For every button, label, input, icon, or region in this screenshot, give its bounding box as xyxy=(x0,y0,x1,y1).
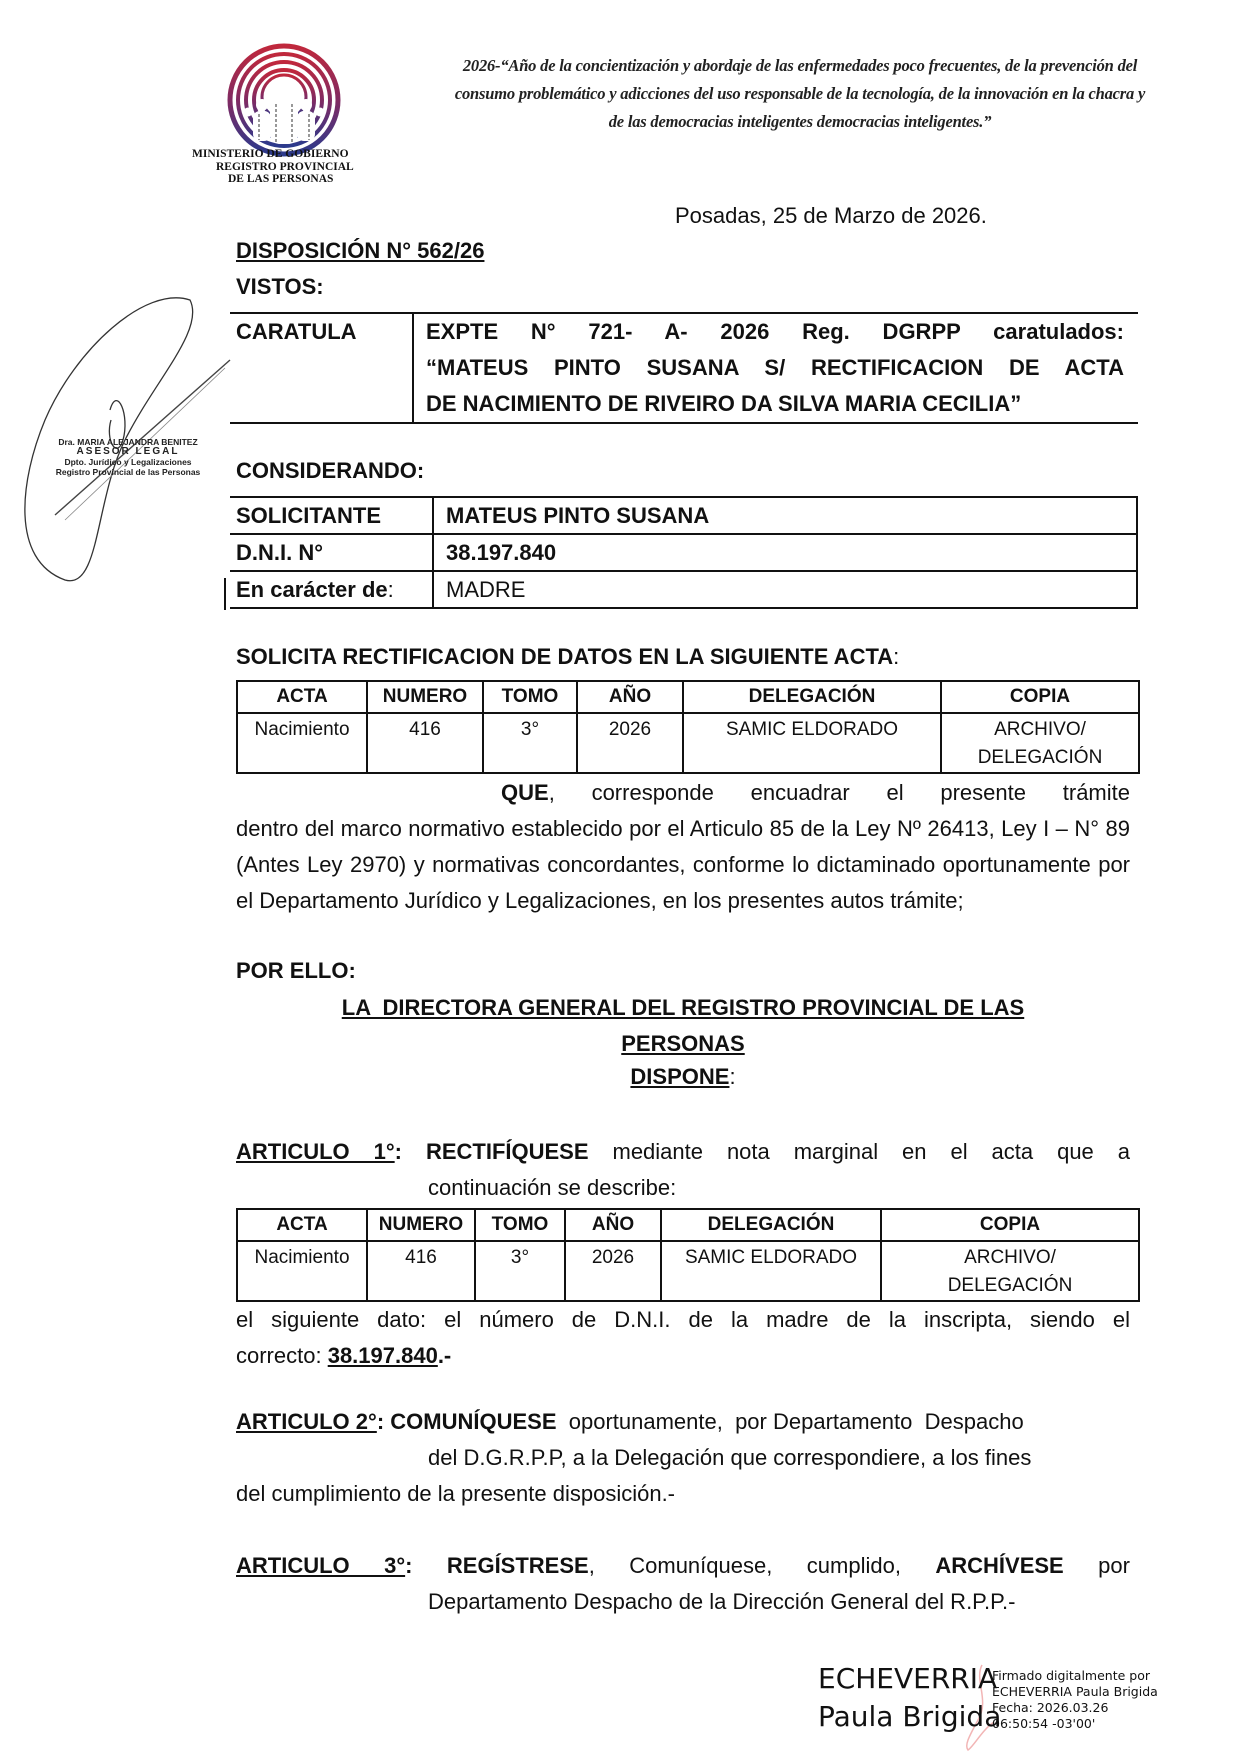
relationship-label xyxy=(230,571,433,608)
article-3-line xyxy=(236,1548,1130,1584)
cell-anio: 2026 xyxy=(577,713,683,773)
article-1-line xyxy=(236,1338,1130,1374)
article-2 xyxy=(236,1404,1130,1512)
registry-logo xyxy=(226,42,342,158)
table-header-row xyxy=(237,681,1139,713)
correct-label: correcto: xyxy=(236,1343,328,1368)
cell-anio: 2026 xyxy=(565,1241,661,1301)
legal-advisor-stamp xyxy=(38,437,218,477)
stamp-line: ASESOR LEGAL xyxy=(76,446,180,457)
por-ello-heading: POR ELLO: xyxy=(236,958,356,983)
copia-line: ARCHIVO/ xyxy=(994,719,1086,740)
motto-line: de las democracias inteligentes democracias inteligentes.” xyxy=(608,112,992,131)
que-keyword: QUE xyxy=(501,780,549,805)
signature-info-line: 06:50:54 -03'00' xyxy=(992,1716,1096,1731)
signer-name-line: Paula Brigida xyxy=(818,1700,1002,1733)
relationship-label-colon: : xyxy=(387,576,394,602)
col-acta: ACTA xyxy=(237,681,367,713)
article-2-colon: : xyxy=(376,1409,385,1434)
article-3 xyxy=(236,1548,1130,1620)
article-2-line xyxy=(236,1404,1130,1440)
article-1-line: el siguiente dato: el número de D.N.I. de la madre de la inscripta, siendo el xyxy=(236,1307,1130,1332)
birth-record-table xyxy=(236,680,1140,774)
applicant-value: MATEUS PINTO SUSANA xyxy=(433,497,1137,534)
copia-line: DELEGACIÓN xyxy=(947,1275,1073,1296)
disposition-number: DISPOSICIÓN N° 562/26 xyxy=(236,238,485,263)
table-row xyxy=(237,713,1139,773)
ministry-line: MINISTERIO DE GOBIERNO xyxy=(192,148,349,160)
signer-name-line: ECHEVERRIA xyxy=(818,1662,998,1695)
cell-delegacion: SAMIC ELDORADO xyxy=(661,1241,881,1301)
que-body: dentro del marco normativo establecido por el Articulo 85 de la Ley Nº 26413, Ley I – N° 89 (Antes Ley 2970) y normativas concordantes, conforme lo dictaminado oportunamente por el Departamento Jurídico y Legalizaciones, en los presentes autos trámite; xyxy=(236,816,1130,913)
dispone-colon: : xyxy=(729,1064,736,1089)
stamp-line: Registro Provincial de las Personas xyxy=(55,467,201,477)
relationship-value: MADRE xyxy=(446,576,526,602)
caratula-line: DE NACIMIENTO DE RIVEIRO DA SILVA MARIA CECILIA” xyxy=(426,391,1022,416)
signer-name xyxy=(818,1660,1001,1736)
caratula-line: EXPTE N° 721- A- 2026 Reg. DGRPP caratulados: xyxy=(426,319,1124,344)
article-3-verb-archive: ARCHÍVESE xyxy=(935,1553,1064,1578)
motto-line: 2026-“Año de la concientización y abordaje de las enfermedades poco frecuentes, de la prevención del xyxy=(462,56,1138,75)
dispone-heading xyxy=(236,1064,1130,1090)
caratula-line: “MATEUS PINTO SUSANA S/ RECTIFICACION DE ACTA xyxy=(426,355,1124,380)
motto-line: consumo problemático y adicciones del uso responsable de la tecnología, de la innovación en la chacra y xyxy=(454,84,1146,103)
birth-record-table-2 xyxy=(236,1208,1140,1302)
col-copia: COPIA xyxy=(881,1209,1139,1241)
col-copia: COPIA xyxy=(941,681,1139,713)
correct-suffix: .- xyxy=(437,1343,452,1368)
article-2-line: del D.G.R.P.P, a la Delegación que correspondiere, a los fines xyxy=(428,1445,1032,1470)
table-row xyxy=(237,1241,1139,1301)
relationship-label-text: En carácter de xyxy=(236,576,388,602)
copia-line: ARCHIVO/ xyxy=(964,1247,1056,1268)
col-anio: AÑO xyxy=(577,681,683,713)
stamp-line: Dpto. Jurídico y Legalizaciones xyxy=(64,457,192,467)
cell-copia xyxy=(881,1241,1139,1301)
table-row xyxy=(230,534,1137,571)
applicant-label: SOLICITANTE xyxy=(230,497,433,534)
vistos-heading: VISTOS: xyxy=(236,274,324,299)
col-numero: NUMERO xyxy=(367,681,483,713)
digital-signature-info xyxy=(992,1668,1158,1732)
dispone-text: DISPONE xyxy=(630,1064,730,1089)
article-1-colon: : xyxy=(394,1139,402,1164)
col-delegacion: DELEGACIÓN xyxy=(683,681,941,713)
cell-delegacion: SAMIC ELDORADO xyxy=(683,713,941,773)
considerando-heading: CONSIDERANDO: xyxy=(236,458,425,483)
table-row xyxy=(230,497,1137,534)
rectification-request-heading xyxy=(236,644,899,670)
dni-value: 38.197.840 xyxy=(433,534,1137,571)
stamp-line: Dra. MARIA ALEJANDRA BENITEZ xyxy=(58,437,198,447)
article-1-label: ARTICULO 1° xyxy=(236,1139,395,1164)
director-line: PERSONAS xyxy=(621,1031,745,1056)
que-first-line xyxy=(236,775,1130,811)
table-row xyxy=(230,571,1137,608)
cell-acta: Nacimiento xyxy=(237,1241,367,1301)
que-first-text: , corresponde encuadrar el presente trámite xyxy=(548,780,1130,805)
col-delegacion: DELEGACIÓN xyxy=(661,1209,881,1241)
article-1-text: mediante nota marginal en el acta que a xyxy=(588,1139,1130,1164)
article-3-text: , Comuníquese, cumplido, xyxy=(588,1553,936,1578)
article-1-line xyxy=(236,1134,1130,1170)
col-numero: NUMERO xyxy=(367,1209,475,1241)
ministry-line: REGISTRO PROVINCIAL xyxy=(216,160,354,173)
col-tomo: TOMO xyxy=(483,681,577,713)
article-2-verb: COMUNÍQUESE xyxy=(390,1409,557,1434)
caratula-table xyxy=(230,312,1138,424)
article-1 xyxy=(236,1134,1130,1206)
article-1-continuation xyxy=(236,1302,1130,1374)
article-3-line: Departamento Despacho de la Dirección General del R.P.P.- xyxy=(428,1589,1016,1614)
article-3-colon: : xyxy=(405,1553,413,1578)
col-anio: AÑO xyxy=(565,1209,661,1241)
rectification-heading-text: SOLICITA RECTIFICACION DE DATOS EN LA SIGUIENTE ACTA xyxy=(236,644,894,669)
article-1-verb: RECTIFÍQUESE xyxy=(425,1139,589,1164)
director-line: LA DIRECTORA GENERAL DEL REGISTRO PROVINCIAL DE LAS xyxy=(341,995,1025,1020)
article-2-text: oportunamente, por Departamento Despacho xyxy=(556,1409,1024,1434)
rectification-heading-colon: : xyxy=(893,644,900,669)
cell-numero: 416 xyxy=(367,1241,475,1301)
article-1-line: continuación se describe: xyxy=(428,1175,677,1200)
correct-dni-value: 38.197.840 xyxy=(327,1343,438,1368)
que-paragraph xyxy=(236,775,1130,919)
article-3-label: ARTICULO 3° xyxy=(236,1553,406,1578)
applicant-table xyxy=(230,496,1138,609)
ministry-name xyxy=(192,148,354,186)
article-3-verb-register: REGÍSTRESE xyxy=(446,1553,589,1578)
article-3-text-end: por xyxy=(1063,1553,1130,1578)
ministry-line: DE LAS PERSONAS xyxy=(228,173,334,185)
year-motto xyxy=(430,52,1170,136)
table-header-row xyxy=(237,1209,1139,1241)
caratula-label: CARATULA xyxy=(230,313,413,423)
table-border-mark xyxy=(224,578,226,610)
director-heading xyxy=(236,990,1130,1062)
cell-copia xyxy=(941,713,1139,773)
cell-tomo: 3° xyxy=(475,1241,565,1301)
signature-info-line: Firmado digitalmente por xyxy=(992,1668,1150,1683)
dni-label: D.N.I. N° xyxy=(230,534,433,571)
col-acta: ACTA xyxy=(237,1209,367,1241)
cell-numero: 416 xyxy=(367,713,483,773)
col-tomo: TOMO xyxy=(475,1209,565,1241)
copia-line: DELEGACIÓN xyxy=(977,747,1103,768)
document-date: Posadas, 25 de Marzo de 2026. xyxy=(675,203,987,228)
signature-info-line: ECHEVERRIA Paula Brigida xyxy=(992,1684,1158,1699)
signature-info-line: Fecha: 2026.03.26 xyxy=(992,1700,1109,1715)
article-2-line: del cumplimiento de la presente disposición.- xyxy=(236,1481,676,1506)
article-2-label: ARTICULO 2° xyxy=(236,1409,377,1434)
caratula-value xyxy=(413,313,1138,423)
cell-tomo: 3° xyxy=(483,713,577,773)
cell-acta: Nacimiento xyxy=(237,713,367,773)
